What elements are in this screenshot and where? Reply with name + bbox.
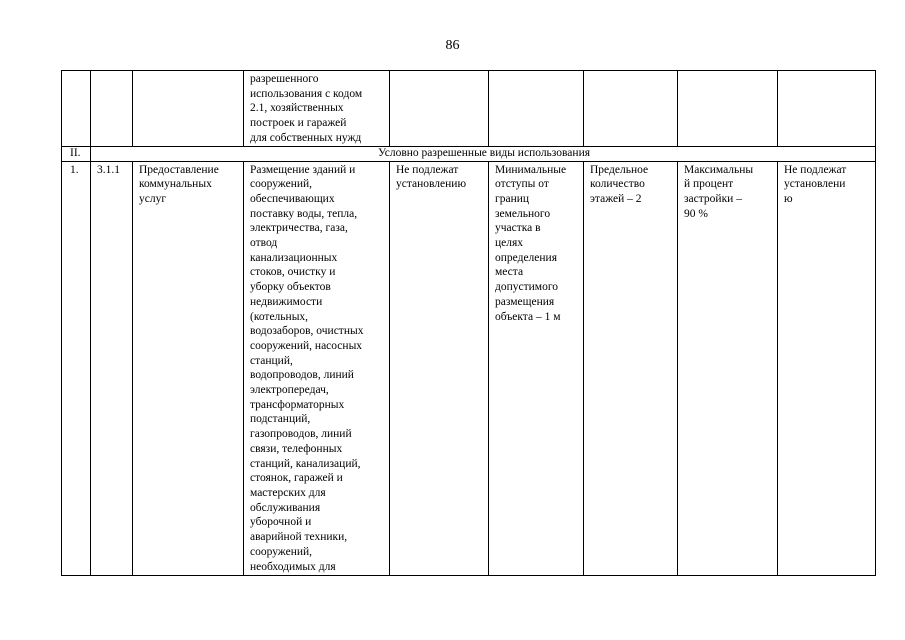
cell-setbacks: Минимальные отступы от границ земельного участка в целях определения места допустимого размещения объекта – 1 м <box>489 161 584 575</box>
table-row-section <box>62 146 876 161</box>
cell-coverage <box>678 71 778 147</box>
cell-floors <box>584 71 678 147</box>
section-number: II. <box>62 146 91 161</box>
table-row-continuation <box>62 71 876 147</box>
cell-coverage: Максимальны й процент застройки – 90 % <box>678 161 778 575</box>
page-number: 86 <box>445 38 460 53</box>
cell-plot-size: Не подлежат установлению <box>390 161 489 575</box>
cell-code <box>91 71 133 147</box>
cell-num: 1. <box>62 161 91 575</box>
cell-setbacks <box>489 71 584 147</box>
cell-code: 3.1.1 <box>91 161 133 575</box>
table-row <box>62 161 876 575</box>
section-title: Условно разрешенные виды использования <box>91 146 876 161</box>
cell-plot-size <box>390 71 489 147</box>
cell-other <box>778 71 876 147</box>
cell-name: Предоставление коммунальных услуг <box>133 161 244 575</box>
cell-num <box>62 71 91 147</box>
cell-other: Не подлежат установлени ю <box>778 161 876 575</box>
cell-name <box>133 71 244 147</box>
cell-description: разрешенного использования с кодом 2.1, хозяйственных построек и гаражей для собственных нужд <box>244 71 390 147</box>
cell-description: Размещение зданий и сооружений, обеспечивающих поставку воды, тепла, электричества, газа, отвод канализационных стоков, очистку и уборку объектов недвижимости (котельных, водозаборов, очистных сооружений, насосных станций, водопроводов, линий электропередач, трансформаторных подстанций, газопроводов, линий связи, телефонных станций, канализаций, стоянок, гаражей и мастерских для обслуживания уборочной и аварийной техники, сооружений, необходимых для <box>244 161 390 575</box>
cell-floors: Предельное количество этажей – 2 <box>584 161 678 575</box>
zoning-table <box>61 70 876 576</box>
